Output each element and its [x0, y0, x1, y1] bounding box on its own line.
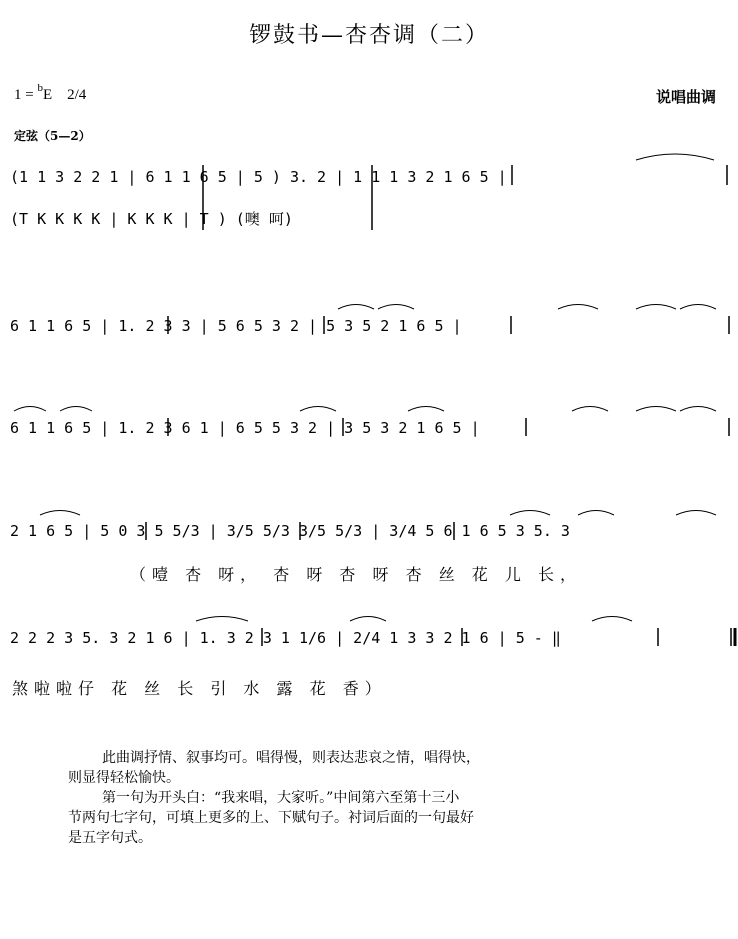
system5-notes: 2 2 2 3 5. 3 2 1 6 | 1. 3 2 3 1 1/6 | 2/4 1 3 3 2 1 6 | 5 - ‖ — [10, 629, 561, 647]
time-signature: 2/4 — [67, 87, 87, 103]
system2-notes: 6 1 1 6 5 | 1. 2 3 3 | 5 6 5 3 2 | 5 3 5 2 1 6 5 | — [10, 317, 462, 335]
commentary-line-3: 第一句为开头白：“我来唱，大家听。”中间第六至第十三小 — [102, 790, 460, 806]
key-prefix: 1 = — [14, 87, 34, 103]
commentary-line-5: 是五字句式。 — [68, 830, 152, 846]
system4-lyrics: （噎 杏 呀， 杏 呀 杏 呀 杏 丝 花 儿 长， — [130, 565, 582, 584]
genre-label: 说唱曲调 — [655, 88, 716, 106]
commentary — [68, 748, 680, 848]
system1-percussion: (T K K K K | K K K | T ) (噢 呵) — [10, 210, 293, 228]
key-note: E — [42, 87, 53, 103]
system5-lyrics: 煞啦啦仔 花 丝 长 引 水 露 花 香） — [12, 679, 387, 698]
system1-notes: (1 1 3 2 2 1 | 6 1 1 6 5 | 5 ) 3. 2 | 1 1 1 3 2 1 6 5 | — [10, 168, 507, 186]
tuning-label: 定弦（5—2） — [14, 129, 91, 143]
commentary-line-2: 则显得轻松愉快。 — [68, 770, 180, 786]
commentary-line-4: 节两句七字句，可填上更多的上、下赋句子。衬词后面的一句最好 — [68, 810, 474, 826]
flat-sign: b — [37, 82, 43, 94]
system3-notes: 6 1 1 6 5 | 1. 2 3 6 1 | 6 5 5 3 2 | 3 5 3 2 1 6 5 | — [10, 419, 480, 437]
page-title: 锣鼓书—杏杏调（二） — [248, 23, 489, 48]
system4-notes: 2 1 6 5 | 5 0 3 5 5/3 | 3/5 5/3 3/5 5/3 | 3/4 5 6 1 6 5 3 5. 3 — [10, 522, 570, 540]
commentary-line-1: 此曲调抒情、叙事均可。唱得慢，则表达悲哀之情，唱得快， — [102, 750, 480, 766]
